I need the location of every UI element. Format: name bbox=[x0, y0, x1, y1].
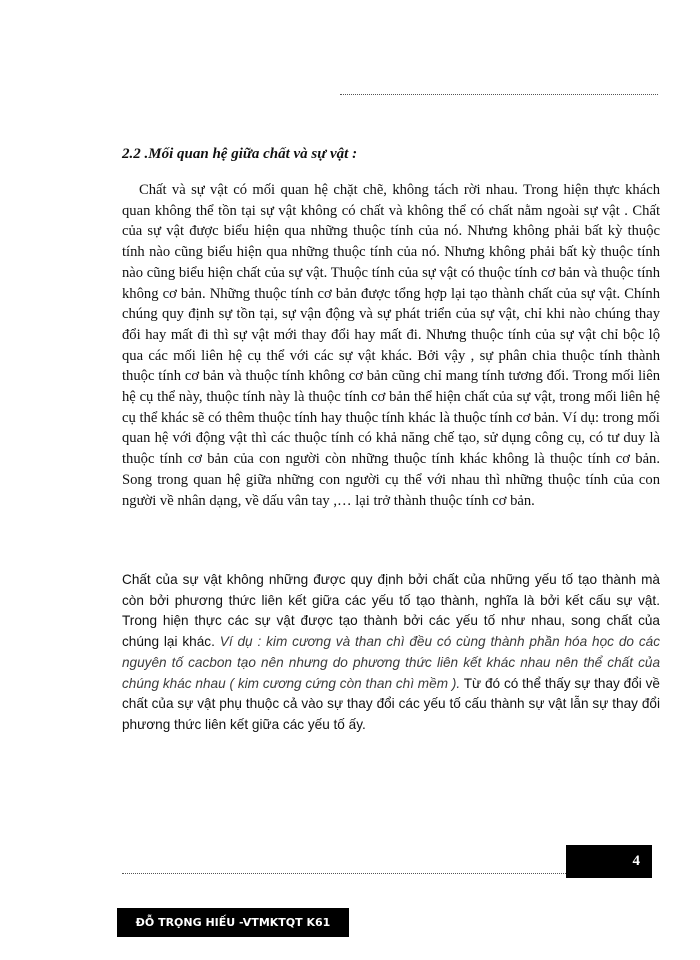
page-number: 4 bbox=[566, 845, 652, 878]
body-paragraph-1: Chất và sự vật có mối quan hệ chặt chẽ, không tách rời nhau. Trong hiện thực khách quan không thể tồn tại sự vật không có chất và không thể có chất nằm ngoài sự vật . Chất của sự vật được biểu hiện qua những thuộc tính của nó. Nhưng không phải bất kỳ thuộc tính nào cũng biểu hiện qua những thuộc tính của nó. Nhưng không phải bất kỳ thuộc tính nào cũng biểu hiện chất của sự vật. Thuộc tính của sự vật có thuộc tính cơ bản và thuộc tính không cơ bản. Những thuộc tính cơ bản được tổng hợp lại tạo thành chất của sự vật. Chính chúng quy định sự tồn tại, sự vận động và sự phát triển của sự vật, chỉ khi nào chúng thay đổi hay mất đi thì sự vật mới thay đổi hay mất đi. Nhưng thuộc tính của sự vật chỉ bộc lộ qua các mối liên hệ cụ thể với các sự vật khác. Bởi vậy , sự phân chia thuộc tính thành thuộc tính cơ bản và thuộc tính không cơ bản cũng chỉ mang tính tương đối. Trong mối liên hệ cụ thể này, thuộc tính này là thuộc tính cơ bản thể hiện chất của sự vật, trong mối liên hệ cụ thể khác sẽ có thêm thuộc tính hay thuộc tính khác là thuộc tính cơ bản. Ví dụ: trong mối quan hệ với động vật thì các thuộc tính có khả năng chế tạo, sử dụng công cụ, có tư duy là thuộc tính cơ bản của con người còn những thuộc tính khác không là thuộc tính cơ bản. Song trong quan hệ giữa những con người cụ thể với nhau thì những thuộc tính của con người về nhân dạng, về dấu vân tay ,… lại trở thành thuộc tính cơ bản. bbox=[122, 182, 660, 509]
example-text: Ví dụ : kim cương và than chì đều có cùng thành phần hóa học do các nguyên tố cacbon tạo nên nhưng do phương thức liên kết khác nhau nên thể chất của chúng khác nhau ( kim cương cứng còn than chì mềm ). bbox=[122, 634, 660, 691]
footer-dotted-rule bbox=[122, 873, 568, 874]
header-dotted-rule bbox=[340, 94, 658, 95]
section-heading: 2.2 .Mối quan hệ giữa chất và sự vật : bbox=[122, 146, 358, 162]
body-paragraph-2 bbox=[122, 570, 660, 736]
author-label: ĐỖ TRỌNG HIẾU -VTMKTQT K61 bbox=[117, 908, 349, 937]
paragraph-2-conclusion: Từ đó có thể thấy sự thay đổi về chất của sự vật phụ thuộc cả vào sự thay đổi các yếu tố cấu thành sự vật lẫn sự thay đổi phương thức liên kết giữa các yếu tố ấy. bbox=[122, 675, 660, 732]
paragraph-2-intro: Chất của sự vật không những được quy định bởi chất của những yếu tố tạo thành mà còn bởi phương thức liên kết giữa các yếu tố tạo thành, nghĩa là bởi kết cấu sự vật. Trong hiện thực các sự vật được tạo thành bởi các yếu tố như nhau, song chất của chúng lại khác. bbox=[122, 572, 660, 650]
